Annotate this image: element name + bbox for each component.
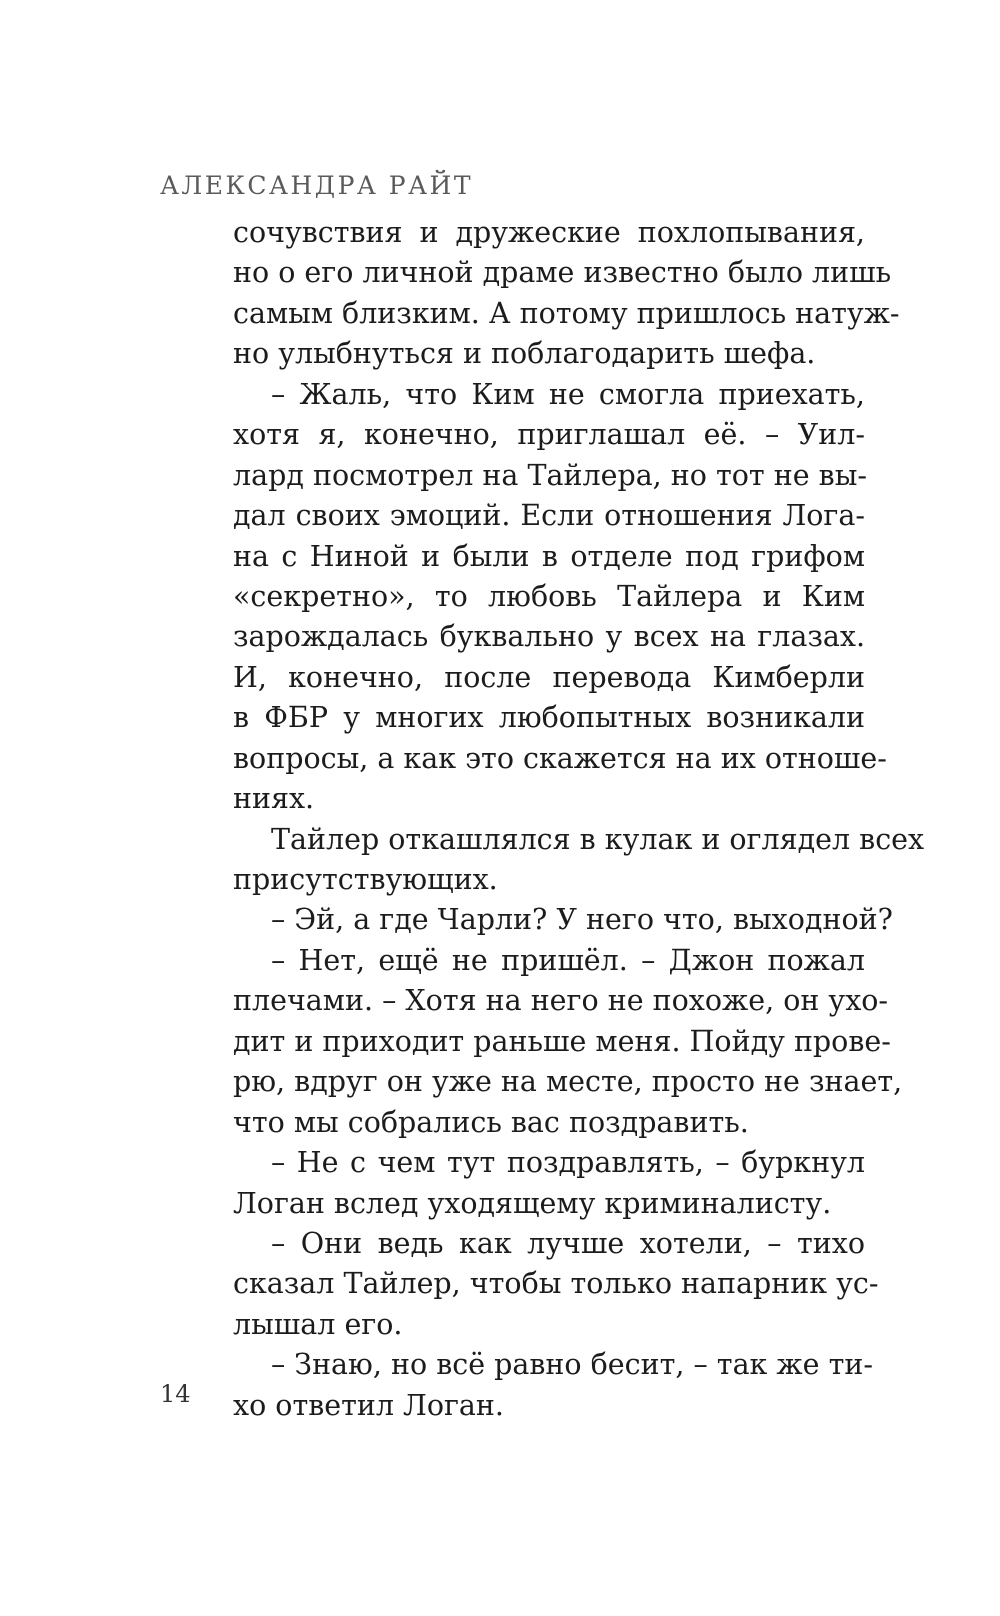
text-line: – Они ведь как лучше хотели, – тихо	[271, 1226, 865, 1260]
text-line: Тайлер откашлялся в кулак и оглядел всех	[271, 822, 925, 856]
text-line: что мы собрались вас поздравить.	[233, 1105, 749, 1139]
text-line: но о его личной драме известно было лишь	[233, 256, 892, 290]
text-line: лард посмотрел на Тайлера, но тот не вы-	[233, 458, 868, 492]
text-line: сказал Тайлер, чтобы только напарник ус-	[233, 1267, 879, 1301]
body-text	[233, 213, 925, 1426]
running-head: АЛЕКСАНДРА РАЙТ	[160, 171, 474, 200]
text-line: плечами. – Хотя на него не похоже, он ухо-	[233, 984, 889, 1018]
text-line: – Жаль, что Ким не смогла приехать,	[271, 377, 865, 411]
text-line: лышал его.	[233, 1307, 403, 1341]
text-line: Логан вслед уходящему криминалисту.	[233, 1186, 832, 1220]
text-line: – Эй, а где Чарли? У него что, выходной?	[271, 903, 893, 937]
text-line: – Не с чем тут поздравлять, – буркнул	[271, 1146, 865, 1180]
text-line: рю, вдруг он уже на месте, просто не знает,	[233, 1065, 903, 1099]
page-number: 14	[160, 1380, 191, 1408]
text-line: на с Ниной и были в отделе под грифом	[233, 539, 865, 573]
text-line: но улыбнуться и поблагодарить шефа.	[233, 337, 816, 371]
text-line: в ФБР у многих любопытных возникали	[233, 701, 865, 735]
text-line: И, конечно, после перевода Кимберли	[233, 660, 865, 694]
text-line: хотя я, конечно, приглашал её. – Уил-	[233, 418, 865, 452]
text-line: вопросы, а как это скажется на их отноше-	[233, 741, 887, 775]
text-line: зарождалась буквально у всех на глазах.	[233, 620, 865, 654]
text-line: – Знаю, но всё равно бесит, – так же ти-	[271, 1348, 873, 1382]
text-line: сочувствия и дружеские похлопывания,	[233, 216, 865, 249]
text-line: ниях.	[233, 782, 315, 816]
text-line: дал своих эмоций. Если отношения Лога-	[233, 499, 865, 533]
text-line: присутствующих.	[233, 863, 498, 896]
text-line: – Нет, ещё не пришёл. – Джон пожал	[271, 943, 865, 977]
text-line: дит и приходит раньше меня. Пойду прове-	[233, 1024, 891, 1058]
text-line: самым близким. А потому пришлось натуж-	[233, 296, 900, 330]
text-line: хо ответил Логан.	[233, 1388, 504, 1422]
text-line: «секретно», то любовь Тайлера и Ким	[233, 579, 865, 613]
